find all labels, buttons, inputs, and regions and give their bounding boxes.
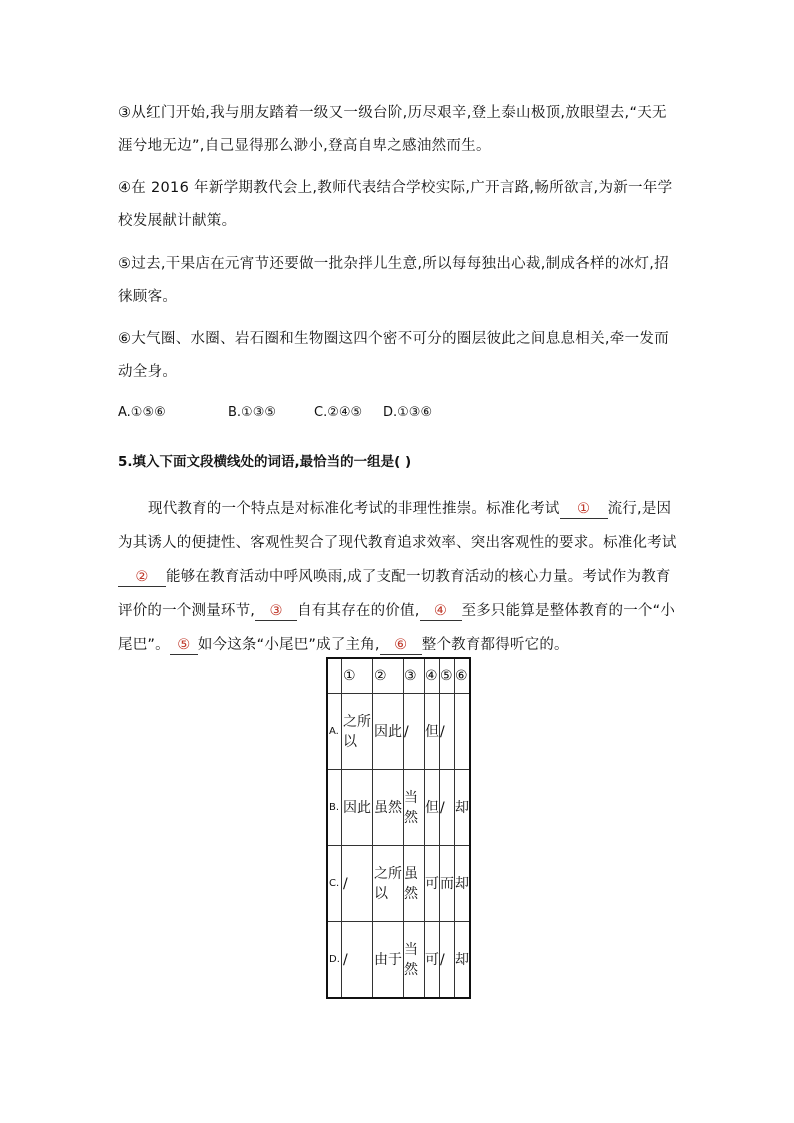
passage-text: 现代教育的一个特点是对标准化考试的非理性推崇。标准化考试 xyxy=(148,501,560,517)
option-d: D.①③⑥ xyxy=(383,405,433,420)
table-header-cell: ④ xyxy=(425,658,440,694)
passage-text: 整个教育都得听它的。 xyxy=(421,637,569,653)
sentence-3: ③从红门开始,我与朋友踏着一级又一级台阶,历尽艰辛,登上泰山极顶,放眼望去,“天无涯兮地无边”,自己显得那么渺小,登高自卑之感油然而生。 xyxy=(118,105,667,154)
fill-in-passage xyxy=(118,492,678,662)
table-cell: 却 xyxy=(455,922,471,999)
table-header-cell xyxy=(327,658,342,694)
table-cell: 可 xyxy=(425,922,440,999)
table-cell: D. xyxy=(327,922,342,999)
blank-1: ① xyxy=(560,500,608,519)
table-cell: / xyxy=(342,846,373,922)
option-a: A.①⑤⑥ xyxy=(118,405,166,420)
sentence-6: ⑥大气圈、水圈、岩石圈和生物圈这四个密不可分的圈层彼此之间息息相关,牵一发而动全身。 xyxy=(118,331,670,380)
table-cell: 而 xyxy=(440,846,455,922)
table-header-cell: ② xyxy=(373,658,404,694)
table-row xyxy=(327,922,470,999)
blank-4: ④ xyxy=(420,602,462,621)
question-5-title: 5.填入下面文段横线处的词语,最恰当的一组是( ) xyxy=(118,454,412,470)
blank-2: ② xyxy=(118,568,166,587)
table-header-cell: ⑥ xyxy=(455,658,471,694)
table-cell: 但 xyxy=(425,694,440,770)
table-row xyxy=(327,846,470,922)
table-cell: A. xyxy=(327,694,342,770)
passage-text: 自有其存在的价值, xyxy=(297,603,420,619)
table-cell: 却 xyxy=(455,770,471,846)
table-cell: 但 xyxy=(425,770,440,846)
passage-text: 至多只能算是整体教育的一个“小尾巴”。 xyxy=(118,603,676,653)
answer-table xyxy=(326,657,471,999)
passage-text: 能够在教育活动中呼风唤雨,成了支配一切教育活动的核心力量。考试作为教育评价的一个测量环节, xyxy=(118,569,671,619)
table-cell: / xyxy=(440,770,455,846)
table-cell: 之所以 xyxy=(342,694,373,770)
table-cell: / xyxy=(440,694,455,770)
table-cell: 因此 xyxy=(373,694,404,770)
table-row xyxy=(327,770,470,846)
table-cell: 却 xyxy=(455,846,471,922)
table-cell: C. xyxy=(327,846,342,922)
passage-text: 流行,是因为其诱人的便捷性、客观性契合了现代教育追求效率、突出客观性的要求。标准化考试 xyxy=(118,501,677,551)
table-header-cell: ① xyxy=(342,658,373,694)
table-cell: 虽然 xyxy=(404,846,425,922)
table-cell: / xyxy=(342,922,373,999)
table-row xyxy=(327,694,470,770)
table-cell: 当然 xyxy=(404,770,425,846)
table-header-cell: ③ xyxy=(404,658,425,694)
table-header-cell: ⑤ xyxy=(440,658,455,694)
table-header-row xyxy=(327,658,470,694)
blank-6: ⑥ xyxy=(380,636,422,655)
option-c: C.②④⑤ xyxy=(314,405,363,420)
table-cell: / xyxy=(440,922,455,999)
option-b: B.①③⑤ xyxy=(228,405,277,420)
table-cell: 之所以 xyxy=(373,846,404,922)
sentence-5: ⑤过去,干果店在元宵节还要做一批杂拌儿生意,所以每每独出心裁,制成各样的冰灯,招徕顾客。 xyxy=(118,256,669,305)
table-cell: 可 xyxy=(425,846,440,922)
table-cell: 虽然 xyxy=(373,770,404,846)
table-cell xyxy=(455,694,471,770)
table-cell: B. xyxy=(327,770,342,846)
table-cell: 因此 xyxy=(342,770,373,846)
blank-3: ③ xyxy=(255,602,297,621)
blank-5: ⑤ xyxy=(170,636,198,655)
table-cell: / xyxy=(404,694,425,770)
table-cell: 由于 xyxy=(373,922,404,999)
table-cell: 当然 xyxy=(404,922,425,999)
passage-text: 如今这条“小尾巴”成了主角, xyxy=(197,637,380,653)
sentence-4: ④在 2016 年新学期教代会上,教师代表结合学校实际,广开言路,畅所欲言,为新一年学校发展献计献策。 xyxy=(118,180,673,229)
